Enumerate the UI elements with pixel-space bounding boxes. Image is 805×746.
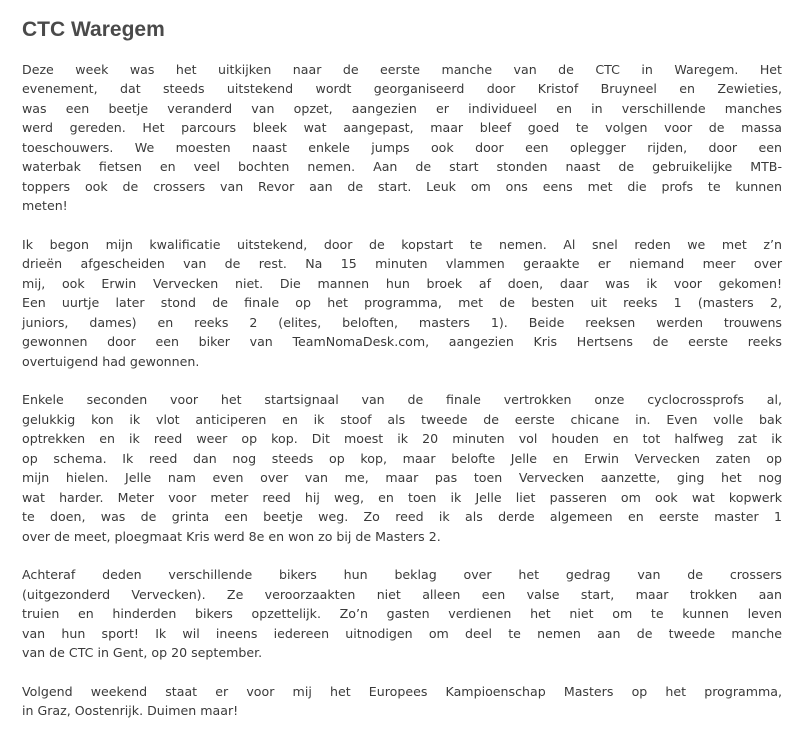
text-line: meten! <box>22 198 68 214</box>
text-line: truien en hinderden bikers opzettelijk. Zo’n gasten verdienen het niet om te kunnen leven <box>22 606 782 622</box>
text-line: waterbak fietsen en veel bochten nemen. Aan de start stonden naast de gebruikelijke MTB- <box>22 159 782 175</box>
text-line: Een uurtje later stond de finale op het programma, met de besten uit reeks 1 (masters 2, <box>22 295 782 311</box>
text-line: was een beetje veranderd van opzet, aangezien er individueel en in verschillende manches <box>22 100 782 116</box>
text-line: Ik begon mijn kwalificatie uitstekend, door de kopstart te nemen. Al snel reden we met z’n <box>22 236 782 252</box>
text-line: optrekken en ik reed weer op kop. Dit moest ik 20 minuten vol houden en tot halfweg zat ik <box>22 431 782 447</box>
text-line: Enkele seconden voor het startsignaal van de finale vertrokken onze cyclocrossprofs al, <box>22 392 782 408</box>
text-line: van hun sport! Ik wil ineens iedereen uitnodigen om deel te nemen aan de tweede manche <box>22 625 782 641</box>
text-line: juniors, dames) en reeks 2 (elites, beloften, masters 1). Beide reeksen werden trouwens <box>22 314 782 330</box>
text-line: over de meet, ploegmaat Kris werd 8e en won zo bij de Masters 2. <box>22 528 441 544</box>
text-line: van de CTC in Gent, op 20 september. <box>22 645 263 661</box>
text-line: Deze week was het uitkijken naar de eerste manche van de CTC in Waregem. Het <box>22 62 782 77</box>
paragraph-3 <box>22 390 782 546</box>
paragraph-1 <box>22 60 782 216</box>
paragraph-5 <box>22 682 782 721</box>
text-line: (uitgezonderd Vervecken). Ze veroorzaakten niet alleen een valse start, maar trokken aan <box>22 586 782 602</box>
text-line: gelukkig kon ik vlot anticiperen en ik stoof als tweede de eerste chicane in. Even volle bak <box>22 411 782 427</box>
article-title: CTC Waregem <box>22 18 165 41</box>
paragraph-4 <box>22 565 782 662</box>
text-line: werd gereden. Het parcours bleek wat aangepast, maar bleef goed te volgen voor de massa <box>22 120 782 136</box>
text-line: in Graz, Oostenrijk. Duimen maar! <box>22 703 239 719</box>
text-line: evenement, dat steeds uitstekend wordt georganiseerd door Kristof Bruyneel en Zewieties, <box>22 81 782 97</box>
text-line: Achteraf deden verschillende bikers hun beklag over het gedrag van de crossers <box>22 567 782 583</box>
text-line: op schema. Ik reed dan nog steeds op kop, maar belofte Jelle en Erwin Vervecken zaten op <box>22 450 782 466</box>
text-line: Volgend weekend staat er voor mij het Europees Kampioenschap Masters op het programma, <box>22 684 782 699</box>
paragraph-2 <box>22 235 782 371</box>
text-line: mijn hielen. Jelle nam even over van me, maar pas toen Vervecken aanzette, ging het nog <box>22 470 782 486</box>
text-line: drieën afgescheiden van de rest. Na 15 minuten vlammen geraakte er niemand meer over <box>22 256 782 272</box>
text-line: mij, ook Erwin Vervecken niet. Die mannen hun broek af doen, daar was ik voor gekomen! <box>22 275 782 291</box>
text-line: gewonnen door een biker van TeamNomaDesk.com, aangezien Kris Hertsens de eerste reeks <box>22 334 782 350</box>
text-line: toppers ook de crossers van Revor aan de start. Leuk om ons eens met die profs te kunnen <box>22 178 782 194</box>
text-line: overtuigend had gewonnen. <box>22 353 200 369</box>
text-line: te doen, was de grinta een beetje weg. Zo reed ik als derde algemeen en eerste master 1 <box>22 509 782 525</box>
text-line: toeschouwers. We moesten naast enkele jumps ook door een oplegger rijden, door een <box>22 139 782 155</box>
text-line: wat harder. Meter voor meter reed hij weg, en toen ik Jelle liet passeren om ook wat kopwerk <box>22 489 782 505</box>
article-body <box>22 60 782 740</box>
